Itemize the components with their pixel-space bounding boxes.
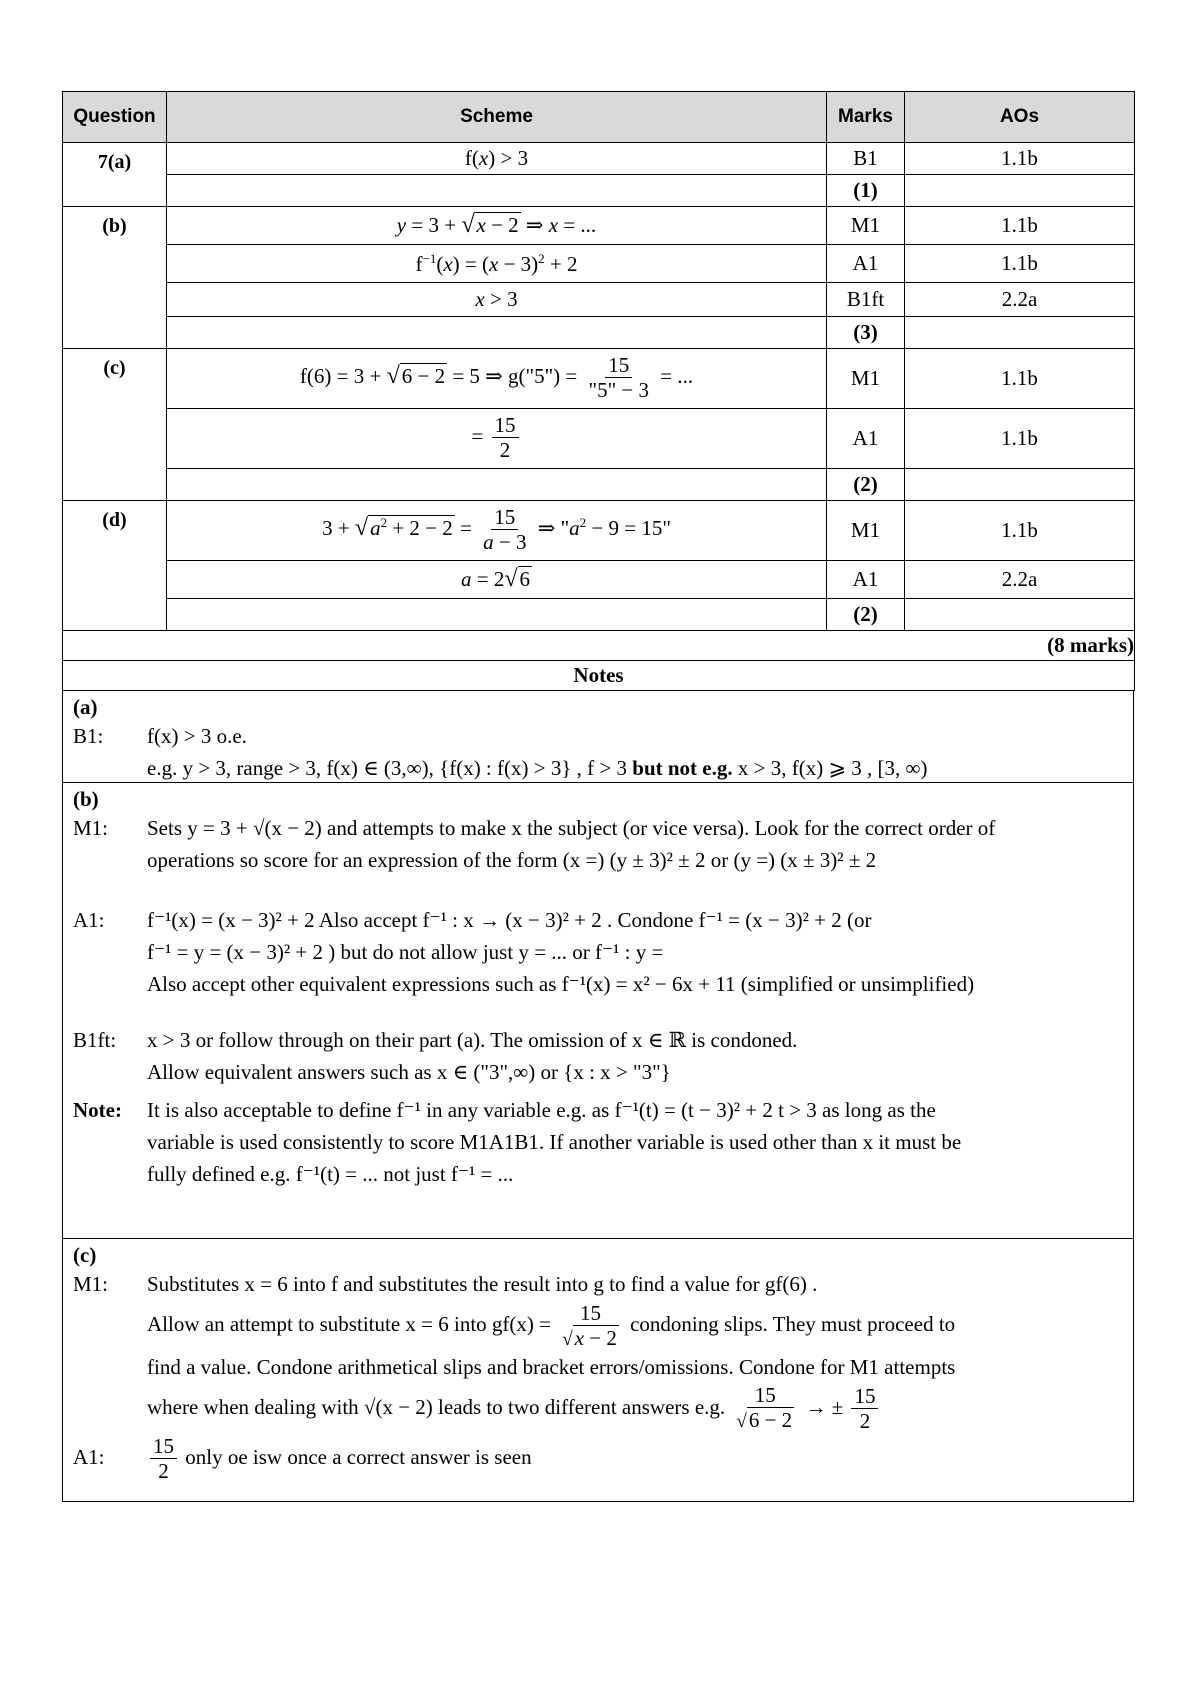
ao-code: 2.2a [905, 561, 1135, 599]
note-text: variable is used consistently to score M1A1B1. If another variable is used other than x it must be [147, 1130, 962, 1154]
scheme-line: f(6) = 3 + √6 − 2 = 5 ⇒ g("5") = $\frac{15}{"5" - 3}$ = ... [167, 349, 827, 409]
notes-title: Notes [63, 661, 1135, 691]
question-label-c: (c) [63, 349, 167, 501]
table-header-row [63, 92, 1135, 143]
ao-code: 1.1b [905, 501, 1135, 561]
scheme-line: = $\frac{15}{2}$ [167, 409, 827, 469]
mark-code: M1 [827, 501, 905, 561]
question-label-7a: 7(a) [63, 143, 167, 207]
note-text: Allow an attempt to substitute x = 6 into gf(x) = $\frac{15}{√x - 2}$ condoning slips. They must proceed to [147, 1300, 956, 1350]
note-text: x > 3 or follow through on their part (a). The omission of x ∈ ℝ is condoned. [147, 1028, 798, 1052]
question-label-b: (b) [63, 207, 167, 349]
mark-code: A1 [827, 409, 905, 469]
note-text: Allow equivalent answers such as x ∈ ("3",∞) or {x : x > "3"} [147, 1060, 671, 1084]
note-code: A1: [73, 908, 105, 932]
scheme-line: x > 3 [167, 283, 827, 317]
note-text: operations so score for an expression of the form (x =) (y ± 3)² ± 2 or (y =) (x ± 3)² ± 2 [147, 848, 877, 872]
notes-part-label: (a) [73, 695, 98, 719]
scheme-line: a = 2√6 [167, 561, 827, 599]
note-code: M1: [73, 1272, 109, 1296]
notes-part-label: (c) [73, 1243, 97, 1267]
note-code: B1ft: [73, 1028, 117, 1052]
question-label-d: (d) [63, 501, 167, 631]
note-text: f(x) > 3 o.e. [147, 724, 247, 748]
table-row [63, 143, 1135, 175]
note-text: Also accept other equivalent expressions such as f⁻¹(x) = x² − 6x + 11 (simplified or unsimplified) [147, 972, 975, 996]
note-code: A1: [73, 1445, 105, 1470]
ao-code: 1.1b [905, 349, 1135, 409]
subtotal: (3) [827, 317, 905, 349]
note-text: find a value. Condone arithmetical slips and bracket errors/omissions. Condone for M1 attempts [147, 1354, 956, 1379]
note-text: Sets y = 3 + √(x − 2) and attempts to make x the subject (or vice versa). Look for the correct order of [147, 816, 996, 840]
table-row [63, 469, 1135, 501]
subtotal: (2) [827, 599, 905, 631]
header-scheme: Scheme [167, 92, 827, 143]
note-text: fully defined e.g. f⁻¹(t) = ... not just f⁻¹ = ... [147, 1162, 514, 1186]
scheme-table [62, 91, 1135, 691]
table-row [63, 599, 1135, 631]
notes-part-b: (b) M1: Sets y = 3 + √(x − 2) and attempts to make x the subject (or vice versa). Look for the correct order of operations so score for an expression of the form (x =) (y ± 3)² ± 2 or (y =) (x ± 3)² ± 2 A1: f⁻¹(x) = (x − 3)² + 2 Also accept f⁻¹ : x → (x − 3)² + 2 . Condone f⁻¹ = (x − 3)² + 2 (or f⁻¹ = y = (x − 3)² + 2 ) but do not allow just y = ... or f⁻¹ : y = Also accept other equivalent expressions such as f⁻¹(x) = x² − 6x + 11 (simplified or unsimplified) B1ft: x > 3 or follow through on their part (a). The omission of x ∈ ℝ is condoned. Allow equivalent answers such as x ∈ ("3",∞) or {x : x > "3"} Note: It is also acceptable to define f⁻¹ in any variable e.g. as f⁻¹(t) = (t − 3)² + 2 t > 3 as long as the variable is used consistently to score M1A1B1. If another variable is used other than x it must be fully defined e.g. f⁻¹(t) = ... not just f⁻¹ = ... [63, 783, 1133, 1239]
header-aos: AOs [905, 92, 1135, 143]
mark-code: B1ft [827, 283, 905, 317]
table-row [63, 501, 1135, 561]
table-row [63, 349, 1135, 409]
header-marks: Marks [827, 92, 905, 143]
note-text: f⁻¹ = y = (x − 3)² + 2 ) but do not allow just y = ... or f⁻¹ : y = [147, 940, 664, 964]
notes-title-row [63, 661, 1135, 691]
ao-code: 1.1b [905, 143, 1135, 175]
note-code: M1: [73, 816, 109, 840]
ao-code: 1.1b [905, 245, 1135, 283]
table-row [63, 175, 1135, 207]
total-row [63, 631, 1135, 661]
scheme-line: $f^{-1}(x) = (x - 3)^2 + 2$ [167, 245, 827, 283]
note-text: only oe isw once a correct answer is seen [180, 1445, 532, 1470]
mark-code: A1 [827, 561, 905, 599]
note-text: It is also acceptable to define f⁻¹ in any variable e.g. as f⁻¹(t) = (t − 3)² + 2 t > 3 as long as the [147, 1098, 936, 1122]
table-row [63, 561, 1135, 599]
note-code: B1: [73, 724, 104, 748]
header-question: Question [63, 92, 167, 143]
table-row [63, 409, 1135, 469]
table-row [63, 207, 1135, 245]
notes-area [62, 691, 1134, 1502]
scheme-line: y = 3 + √x − 2 ⇒ x = ... [167, 207, 827, 245]
scheme-line: f(x) > 3 [167, 143, 827, 175]
ao-code: 2.2a [905, 283, 1135, 317]
total-marks: (8 marks) [63, 631, 1135, 661]
subtotal: (2) [827, 469, 905, 501]
mark-code: A1 [827, 245, 905, 283]
ao-code: 1.1b [905, 409, 1135, 469]
table-row [63, 317, 1135, 349]
mark-code: M1 [827, 207, 905, 245]
note-text: e.g. y > 3, range > 3, f(x) ∈ (3,∞), {f(x) : f(x) > 3} , f > 3 but not e.g. x > 3, f(x) ⩾ 3 , [3, ∞) [147, 756, 928, 780]
note-code: Note [73, 1098, 115, 1122]
notes-part-a [63, 691, 1133, 783]
mark-scheme-page [62, 91, 1134, 1502]
table-row [63, 245, 1135, 283]
note-text: where when dealing with √(x − 2) leads to two different answers e.g. $\frac{15}{√6 - 2}$ → ± $\frac{15}{2}$ [73, 1383, 1123, 1434]
note-text: Substitutes x = 6 into f and substitutes the result into g to find a value for gf(6) . [147, 1272, 818, 1296]
notes-part-label: (b) [73, 787, 99, 811]
mark-code: M1 [827, 349, 905, 409]
subtotal: (1) [827, 175, 905, 207]
ao-code: 1.1b [905, 207, 1135, 245]
notes-part-c: (c) M1: Substitutes x = 6 into f and substitutes the result into g to find a value for gf(6) . Allow an attempt to substitute x = 6 into gf(x) = $\frac{15}{√x - 2}$ condoning slips. They must proceed to find a value. Condone arithmetical slips and bracket errors/omissions. Condone for M1 attempts where when dealing with √(x − 2) leads to two different answers e.g. $\frac{15}{√6 - 2}$ → ± $\frac{15}{2}$ A1: $\frac{15}{2}$ only oe isw once a correct answer is seen [63, 1239, 1133, 1501]
mark-code: B1 [827, 143, 905, 175]
scheme-line: $3 + √a^2 + 2 - 2$ = $\frac{15}{a - 3}$ ⇒ "$a^2 - 9 = 15$" [167, 501, 827, 561]
note-text: f⁻¹(x) = (x − 3)² + 2 Also accept f⁻¹ : x → (x − 3)² + 2 . Condone f⁻¹ = (x − 3)² + 2 (or [147, 908, 872, 932]
table-row [63, 283, 1135, 317]
